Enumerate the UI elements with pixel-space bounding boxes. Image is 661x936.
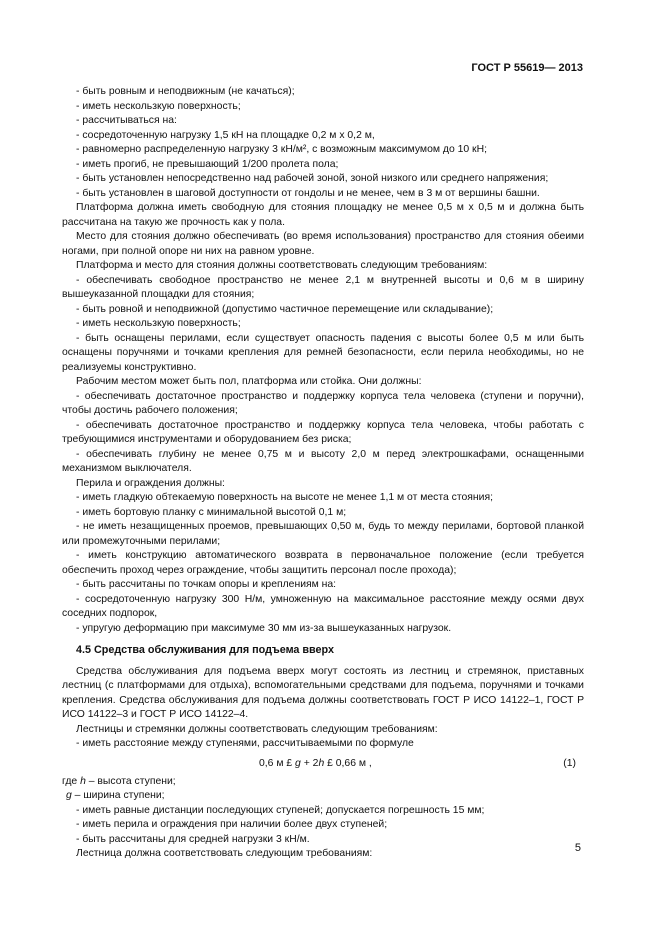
paragraph: Перила и ограждения должны:	[76, 477, 225, 489]
list-item: - быть ровной и неподвижной (допустимо частичное перемещение или складывание);	[76, 303, 494, 315]
list-item: - сосредоточенную нагрузку 300 Н/м, умноженную на максимальное расстояние между осями двух соседних подпорок,	[62, 593, 584, 619]
list-item: - быть рассчитаны для средней нагрузки 3 кН/м.	[76, 833, 310, 845]
list-item: - иметь гладкую обтекаемую поверхность на высоте не менее 1,1 м от места стояния;	[76, 492, 493, 503]
list-item: - не иметь незащищенных проемов, превышающих 0,50 м, будь то между перилами, бортовой планкой или промежуточными перилами;	[62, 521, 584, 547]
formula-expression: 0,6 м £ g + 2h £ 0,66 м ,	[259, 757, 372, 769]
list-item: - иметь расстояние между ступенями, рассчитываемыми по формуле	[76, 738, 414, 749]
paragraph: Место для стояния должно обеспечивать (во время использования) пространство для стояния обеими ногами, при полной опоре ни них на равном уровне.	[62, 231, 584, 257]
list-item: - иметь равные дистанции последующих ступеней; допускается погрешность 15 мм;	[76, 804, 485, 816]
list-item: - равномерно распределенную нагрузку 3 кН/м², с возможным максимумом до 10 кН;	[76, 144, 487, 155]
paragraph: Платформа должна иметь свободную для стояния площадку не менее 0,5 м х 0,5 м и должна быть рассчитана на такую же прочность как у пола.	[62, 202, 584, 228]
document-body	[62, 85, 584, 862]
section-heading: 4.5 Средства обслуживания для подъема вверх	[76, 644, 335, 656]
paragraph: Рабочим местом может быть пол, платформа или стойка. Они должны:	[76, 376, 422, 387]
list-item: - быть установлен в шаговой доступности от гондолы и не менее, чем в 3 м от вершины башни.	[76, 187, 540, 199]
list-item: - быть ровным и неподвижным (не качаться);	[76, 86, 295, 97]
list-item: - быть установлен непосредственно над рабочей зоной, зоной низкого или среднего напряжения;	[76, 173, 549, 184]
formula-number: (1)	[563, 757, 576, 769]
list-item: - быть оснащены перилами, если существует опасность падения с высоты более 0,5 м или быть оснащены поручнями и точками крепления для ремней безопасности, если перила необходимы, но не реализуемы конструктивно.	[62, 332, 584, 373]
where-h: где h – высота ступени;	[62, 775, 176, 787]
list-item: - обеспечивать глубину не менее 0,75 м и высоту 2,0 м перед электрошкафами, оснащенными механизмом выключателя.	[62, 448, 584, 474]
paragraph: Лестница должна соответствовать следующим требованиям:	[76, 848, 373, 859]
list-item: - иметь прогиб, не превышающий 1/200 пролета пола;	[76, 158, 339, 170]
list-item: - упругую деформацию при максимуме 30 мм из-за вышеуказанных нагрузок.	[76, 622, 452, 634]
list-item: - обеспечивать достаточное пространство и поддержку корпуса тела человека, чтобы работать с требующимися инструментами и оборудованием без риска;	[62, 419, 584, 445]
list-item: - обеспечивать свободное пространство не менее 2,1 м внутренней высоты и 0,6 м в ширину вышеуказанной площадки для стояния;	[62, 274, 584, 300]
list-item: - иметь нескользкую поверхность;	[76, 100, 241, 112]
paragraph: Средства обслуживания для подъема вверх могут состоять из лестниц и стремянок, приставных лестниц (с платформами для отдыха), вспомогательными средствами для подъема, поручнями и точками крепления. Средства обслуживания для подъема должны соответствовать ГОСТ Р ИСО 14122–1, ГОСТ Р ИСО 14122–3 и ГОСТ Р ИСО 14122–4.	[62, 665, 584, 720]
paragraph: Лестницы и стремянки должны соответствовать следующим требованиям:	[76, 723, 438, 735]
paragraph: Платформа и место для стояния должны соответствовать следующим требованиям:	[76, 260, 488, 271]
formula	[62, 755, 584, 775]
list-item: - иметь бортовую планку с минимальной высотой 0,1 м;	[76, 506, 347, 518]
where-g: g – ширина ступени;	[66, 790, 165, 801]
list-item: - иметь конструкцию автоматического возврата в первоначальное положение (если требуется обеспечить проход через ограждение, чтобы защитить персонал после прохода);	[62, 550, 584, 576]
list-item: - сосредоточенную нагрузку 1,5 кН на площадке 0,2 м х 0,2 м,	[76, 129, 375, 141]
page-number: 5	[574, 842, 581, 854]
list-item: - иметь нескользкую поверхность;	[76, 318, 241, 329]
list-item: - быть рассчитаны по точкам опоры и креплениям на:	[76, 579, 337, 590]
list-item: - обеспечивать достаточное пространство и поддержку корпуса тела человека (ступени и поручни), чтобы достичь рабочего положения;	[62, 390, 584, 416]
list-item: - иметь перила и ограждения при наличии более двух ступеней;	[76, 819, 388, 830]
list-item: - рассчитываться на:	[76, 115, 177, 126]
standard-header: ГОСТ Р 55619— 2013	[471, 62, 583, 74]
